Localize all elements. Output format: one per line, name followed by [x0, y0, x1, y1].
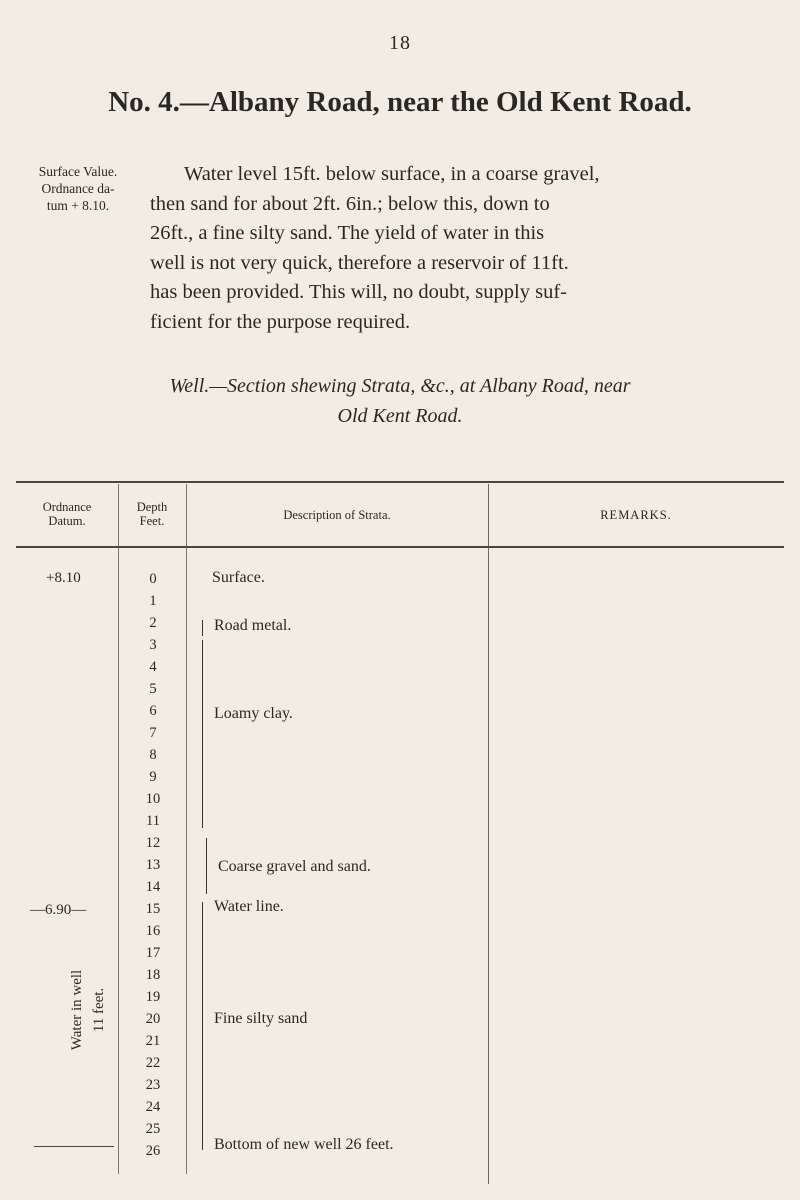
table-caption-line-1: Well.—Section shewing Strata, &c., at Albany Road, near	[169, 375, 631, 397]
depth-value: 5	[149, 681, 157, 697]
depth-value: 13	[145, 857, 161, 873]
column-divider-3	[488, 484, 489, 1184]
body-paragraph	[150, 160, 784, 337]
depth-value: 23	[145, 1077, 161, 1093]
header-depth-line-2: Feet.	[139, 514, 165, 528]
depth-value: 8	[149, 747, 157, 763]
column-divider-2	[186, 484, 187, 1174]
depth-value: 7	[149, 725, 157, 741]
depth-value: 2	[149, 615, 157, 631]
depth-value: 26	[145, 1143, 161, 1159]
strata-water-line: Water line.	[214, 898, 284, 915]
table-header-rule	[16, 546, 784, 548]
depth-value: 6	[149, 703, 157, 719]
sidenote-line-1: Surface Value.	[38, 164, 118, 179]
water-in-well-note	[66, 920, 110, 1100]
depth-value: 1	[149, 593, 157, 609]
depth-value: 22	[145, 1055, 161, 1071]
depth-value: 18	[145, 967, 161, 983]
header-description: Description of Strata.	[283, 508, 391, 522]
table-caption-line-2: Old Kent Road.	[337, 405, 463, 427]
header-ordnance-datum	[16, 500, 118, 528]
depth-value: 0	[149, 571, 157, 587]
sidenote-line-2: Ordnance da-	[41, 181, 115, 196]
body-line-2: then sand for about 2ft. 6in.; below this, down to	[150, 192, 550, 215]
sidenote-line-3: tum + 8.10.	[46, 198, 110, 213]
body-line-1: Water level 15ft. below surface, in a coarse gravel,	[184, 163, 600, 185]
strata-fine-silty-sand: Fine silty sand	[214, 1010, 308, 1027]
header-remarks: REMARKS.	[600, 508, 672, 522]
depth-value: 10	[145, 791, 161, 807]
strata-road-metal: Road metal.	[214, 617, 292, 634]
depth-value: 12	[145, 835, 161, 851]
depth-value: 20	[145, 1011, 161, 1027]
water-note-line-1: Water in well	[69, 969, 85, 1051]
depth-value: 3	[149, 637, 157, 653]
header-ordnance-line-2: Datum.	[48, 514, 86, 528]
strata-bottom: Bottom of new well 26 feet.	[214, 1136, 394, 1153]
loamy-clay-brace	[202, 640, 203, 828]
depth-value: 4	[149, 659, 157, 675]
table-top-rule	[16, 481, 784, 483]
depth-value: 25	[145, 1121, 161, 1137]
depth-value: 14	[145, 879, 161, 895]
body-line-6: ficient for the purpose required.	[150, 310, 411, 333]
depth-value: 15	[145, 901, 161, 917]
strata-loamy-clay: Loamy clay.	[214, 705, 293, 722]
depth-value: 11	[146, 813, 160, 829]
depth-value: 24	[145, 1099, 161, 1115]
depth-value: 19	[145, 989, 161, 1005]
strata-surface: Surface.	[212, 569, 265, 586]
body-line-3: 26ft., a fine silty sand. The yield of water in this	[150, 222, 545, 244]
strata-coarse-gravel: Coarse gravel and sand.	[218, 858, 371, 875]
datum-surface: +8.10	[46, 570, 81, 586]
sidenote	[4, 163, 152, 214]
page-title: No. 4.—Albany Road, near the Old Kent Road.	[108, 86, 692, 118]
page-number: 18	[389, 32, 411, 54]
road-metal-brace	[202, 620, 203, 636]
body-line-4: well is not very quick, therefore a reservoir of 11ft.	[150, 251, 569, 274]
datum-water-line: —6.90—	[30, 902, 87, 918]
depth-value: 21	[145, 1033, 161, 1049]
body-line-5: has been provided. This will, no doubt, supply suf-	[150, 281, 567, 303]
header-depth-feet	[118, 500, 186, 528]
depth-value: 9	[149, 769, 157, 785]
datum-bottom-rule	[34, 1146, 114, 1147]
depth-value: 17	[145, 945, 161, 961]
water-note-line-2: 11 feet.	[91, 987, 107, 1033]
column-divider-1	[118, 484, 119, 1174]
coarse-gravel-brace	[206, 838, 207, 894]
header-ordnance-line-1: Ordnance	[42, 500, 92, 514]
fine-silty-brace	[202, 902, 203, 1150]
depth-value: 16	[145, 923, 161, 939]
header-depth-line-1: Depth	[136, 500, 168, 514]
